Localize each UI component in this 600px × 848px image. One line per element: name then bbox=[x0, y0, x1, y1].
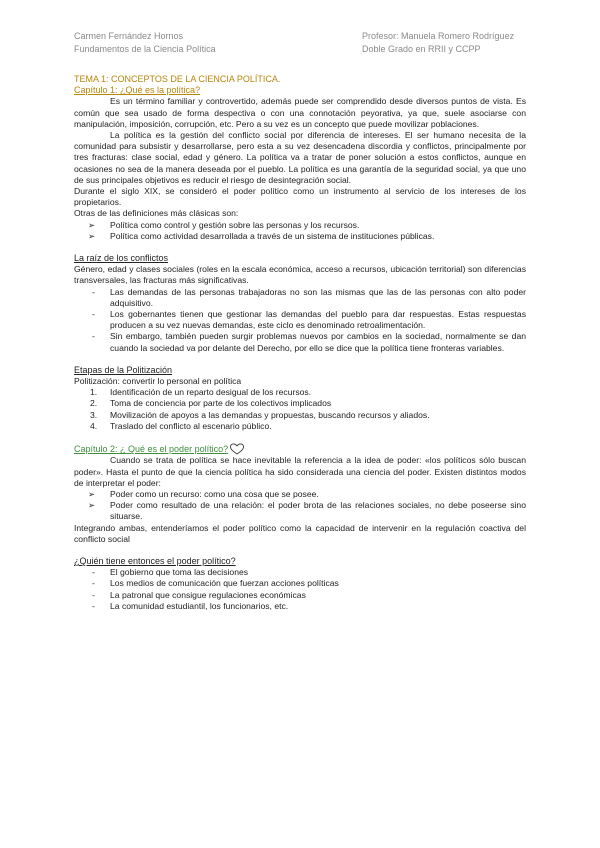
arrow-bullet-icon: ➢ bbox=[88, 219, 96, 230]
paragraph: Es un término familiar y controvertido, además puede ser comprendido desde diversos puntos de vista. Es común que sea usado de forma despectiva o con una connotación peyorativa, ya que, suele asociarse con manipulación, imposición, corrupción, etc. Pero a su vez es un concepto que puede movilizar poblaciones. bbox=[74, 96, 526, 129]
paragraph: Durante el siglo XIX, se consideró el poder político como un instrumento al servicio de los intereses de los propietarios. bbox=[74, 186, 526, 208]
dash-bullet: - bbox=[92, 567, 95, 578]
paragraph: Otras de las definiciones más clásicas son: bbox=[74, 208, 239, 219]
list-item: - Las demandas de las personas trabajadoras no son las mismas que las de las personas con alto poder adquisitivo. bbox=[92, 286, 526, 308]
list-item: ➢ Poder como un recurso: como una cosa que se posee. bbox=[88, 488, 319, 499]
list-item: 4. Traslado del conflicto al escenario público. bbox=[90, 420, 272, 431]
list-item: - La patronal que consigue regulaciones económicas bbox=[92, 589, 306, 600]
conflicts-heading: La raíz de los conflictos bbox=[74, 253, 169, 264]
paragraph: Politización: convertir lo personal en política bbox=[74, 376, 242, 387]
arrow-bullet-icon: ➢ bbox=[88, 500, 96, 511]
list-item: - El gobierno que toma las decisiones bbox=[92, 567, 249, 578]
list-item: - Los medios de comunicación que fuerzan acciones políticas bbox=[92, 578, 339, 589]
paragraph: La política es la gestión del conflicto social por diferencia de intereses. El ser humano necesita de la comunidad para subsistir y desarrollarse, pero esta a su vez desencadena discordia y conflictos, principalmente por tres fracturas: clase social, edad y género. La política va a tratar de poner solución a estos conflictos, aunque en ocasiones no sea de la manera deseada por el pueblo. La política es una garantía de la seguridad social, ya que uno de sus principales objetivos es reducir el riesgo de desintegración social. bbox=[74, 130, 526, 185]
list-item: - Los gobernantes tienen que gestionar las demandas del pueblo para dar respuestas. Estas respuestas producen a su vez nuevas demandas, este ciclo es denominado retroalimentación. bbox=[92, 309, 526, 331]
arrow-bullet-icon: ➢ bbox=[88, 230, 96, 241]
conflicts-list bbox=[74, 287, 526, 354]
degree-name: Doble Grado en RRII y CCPP bbox=[362, 43, 481, 54]
list-item: ➢ Poder como resultado de una relación: el poder brota de las relaciones sociales, no debe poseerse sino situarse. bbox=[88, 500, 526, 522]
politization-steps bbox=[74, 387, 526, 432]
paragraph: Integrando ambas, entenderíamos el poder político como la capacidad de intervenir en la regulación coactiva del conflicto social bbox=[74, 522, 526, 544]
list-item: 1. Identificación de un reparto desigual de los recursos. bbox=[90, 387, 312, 398]
politization-heading: Etapas de la Politización bbox=[74, 364, 173, 375]
who-has-power-list bbox=[74, 567, 526, 612]
document-body bbox=[74, 74, 526, 612]
chapter-2-heading: Capítulo 2: ¿ Qué es el poder político? bbox=[74, 443, 526, 455]
dash-bullet: - bbox=[92, 589, 95, 600]
paragraph: Género, edad y clases sociales (roles en la escala económica, acceso a recursos, ubicación territorial) son diferencias transversales, las fracturas más significativas. bbox=[74, 264, 526, 286]
list-item: - La comunidad estudiantil, los funcionarios, etc. bbox=[92, 600, 289, 611]
list-item: ➢ Política como control y gestión sobre las personas y los recursos. bbox=[88, 219, 360, 230]
dash-bullet: - bbox=[92, 331, 95, 342]
dash-bullet: - bbox=[92, 309, 95, 320]
professor-name: Profesor: Manuela Romero Rodríguez bbox=[362, 31, 515, 41]
list-item: - Sin embargo, también pueden surgir problemas nuevos por cambios en la sociedad, normalmente se dan cuando la sociedad va por delante del Derecho, por ello se dice que la política tiene fronteras variables. bbox=[92, 331, 526, 353]
dash-bullet: - bbox=[92, 578, 95, 589]
heart-icon bbox=[230, 443, 244, 455]
arrow-bullet-icon: ➢ bbox=[88, 488, 96, 499]
author-name: Carmen Fernández Hornos bbox=[74, 31, 184, 41]
power-modes-list bbox=[74, 489, 526, 523]
page-header-left bbox=[74, 30, 216, 55]
who-has-power-heading: ¿Quién tiene entonces el poder político? bbox=[74, 555, 236, 566]
definitions-list bbox=[74, 220, 526, 242]
chapter-1-heading: Capítulo 1: ¿Qué es la política? bbox=[74, 85, 201, 96]
page-header-right bbox=[362, 30, 514, 55]
topic-title: TEMA 1: CONCEPTOS DE LA CIENCIA POLÍTICA. bbox=[74, 74, 281, 84]
dash-bullet: - bbox=[92, 286, 95, 297]
list-item: 3. Movilización de apoyos a las demandas y propuestas, buscando recursos y aliados. bbox=[90, 409, 430, 420]
list-item: 2. Toma de conciencia por parte de los colectivos implicados bbox=[90, 398, 332, 409]
list-item: ➢ Política como actividad desarrollada a través de un sistema de instituciones públicas. bbox=[88, 230, 435, 241]
paragraph: Cuando se trata de política se hace inevitable la referencia a la idea de poder: «los políticos sólo buscan poder». Hasta el punto de que la ciencia política ha sido considerada una ciencia del poder. Existen distintos modos de interpretar el poder: bbox=[74, 455, 526, 488]
dash-bullet: - bbox=[92, 600, 95, 611]
course-name: Fundamentos de la Ciencia Política bbox=[74, 43, 216, 54]
